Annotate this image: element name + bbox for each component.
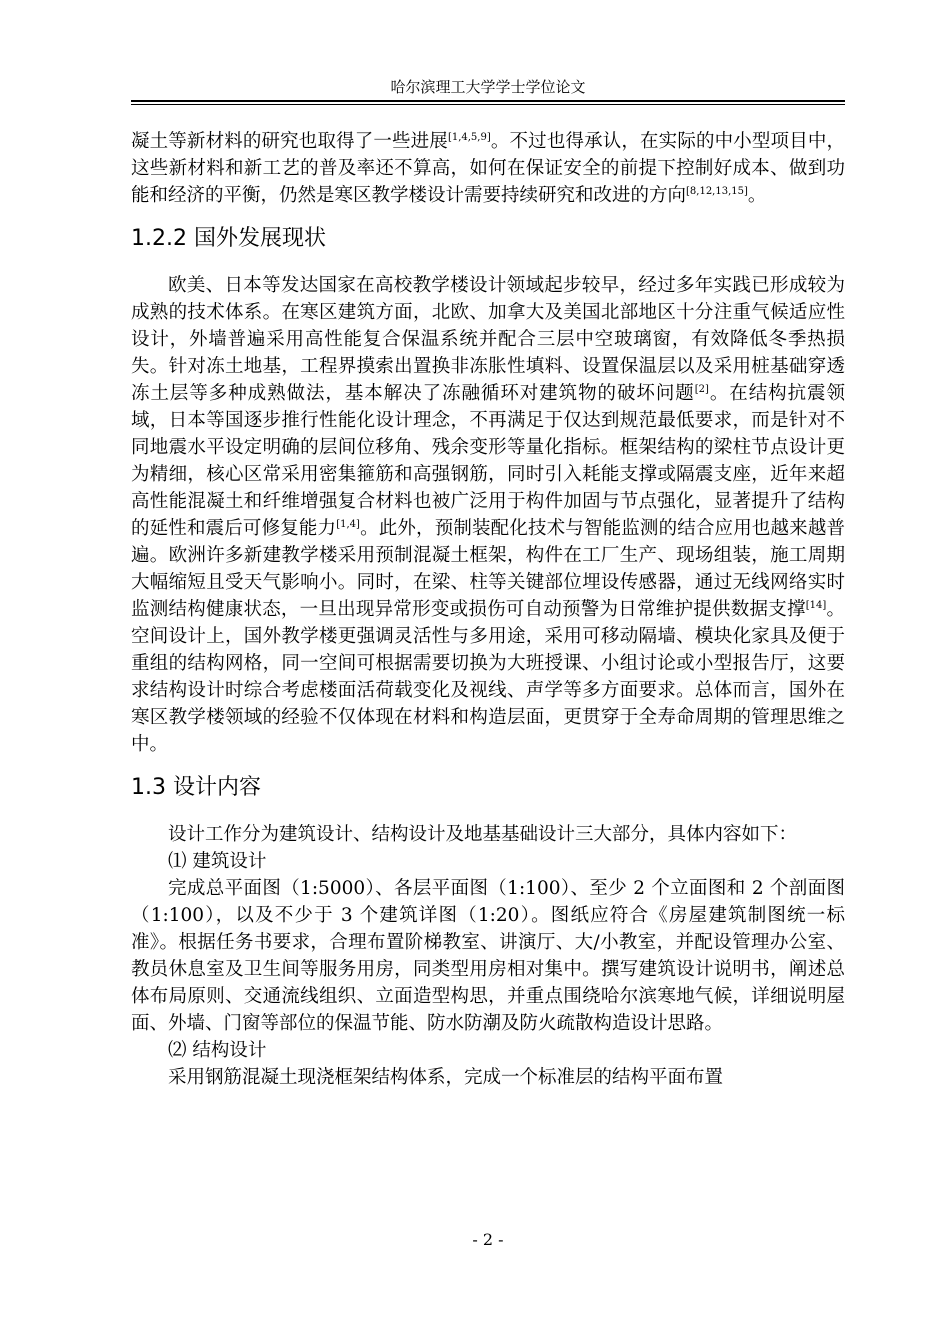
list-item-structure-heading: ⑵ 结构设计 — [168, 1040, 267, 1061]
page-body — [131, 128, 845, 1091]
list-item-architecture-heading: ⑴ 建筑设计 — [168, 851, 267, 872]
section-heading-1-2-2: 1.2.2 国外发展现状 — [131, 226, 326, 251]
header-rule-thick — [131, 100, 845, 102]
header-rule-thin — [131, 104, 845, 105]
page-number: - 2 - — [472, 1230, 504, 1249]
citation: [2] — [694, 384, 709, 395]
running-header: 哈尔滨理工大学学士学位论文 — [390, 78, 586, 96]
citation: [14] — [805, 600, 827, 611]
paragraph-design-intro: 设计工作分为建筑设计、结构设计及地基基础设计三大部分，具体内容如下： — [168, 824, 798, 845]
paragraph-architecture-design: 完成总平面图（1:5000）、各层平面图（1:100）、至少 2 个立面图和 2 个剖面图（1:100），以及不少于 3 个建筑详图（1:20）。图纸应符合《房屋建筑制图统一标准》。根据任务书要求，合理布置阶梯教室、讲演厅、大/小教室，并配设管理办公室、教员休息室及卫生间等服务用房，同类型用房相对集中。撰写建筑设计说明书，阐述总体布局原则、交通流线组织、立面造型构思，并重点围绕哈尔滨寒地气候，详细说明屋面、外墙、门窗等部位的保温节能、防水防潮及防火疏散构造设计思路。 — [131, 878, 845, 1034]
section-heading-1-3: 1.3 设计内容 — [131, 775, 261, 800]
citation: [8,12,13,15] — [686, 186, 748, 197]
paragraph-continuation: 凝土等新材料的研究也取得了一些进展[1,4,5,9]。不过也得承认，在实际的中小型项目中，这些新材料和新工艺的普及率还不算高，如何在保证安全的前提下控制好成本、做到功能和经济的平衡，仍然是寒区教学楼设计需要持续研究和改进的方向[8,12,13,15]。 — [131, 131, 845, 206]
paragraph-foreign-status: 欧美、日本等发达国家在高校教学楼设计领域起步较早，经过多年实践已形成较为成熟的技术体系。在寒区建筑方面，北欧、加拿大及美国北部地区十分注重气候适应性设计，外墙普遍采用高性能复合保温系统并配合三层中空玻璃窗，有效降低冬季热损失。针对冻土地基，工程界摸索出置换非冻胀性填料、设置保温层以及采用桩基础穿透冻土层等多种成熟做法，基本解决了冻融循环对建筑物的破坏问题[2]。在结构抗震领域，日本等国逐步推行性能化设计理念，不再满足于仅达到规范最低要求，而是针对不同地震水平设定明确的层间位移角、残余变形等量化指标。框架结构的梁柱节点设计更为精细，核心区常采用密集箍筋和高强钢筋，同时引入耗能支撑或隔震支座，近年来超高性能混凝土和纤维增强复合材料也被广泛用于构件加固与节点强化，显著提升了结构的延性和震后可修复能力[1,4]。此外，预制装配化技术与智能监测的结合应用也越来越普遍。欧洲许多新建教学楼采用预制混凝土框架，构件在工厂生产、现场组装，施工周期大幅缩短且受天气影响小。同时，在梁、柱等关键部位埋设传感器，通过无线网络实时监测结构健康状态，一旦出现异常形变或损伤可自动预警为日常维护提供数据支撑[14]。空间设计上，国外教学楼更强调灵活性与多用途，采用可移动隔墙、模块化家具及便于重组的结构网格，同一空间可根据需要切换为大班授课、小组讨论或小型报告厅，这要求结构设计时综合考虑楼面活荷载变化及视线、声学等多方面要求。总体而言，国外在寒区教学楼领域的经验不仅体现在材料和构造层面，更贯穿于全寿命周期的管理思维之中。 — [131, 275, 845, 755]
paragraph-structure-design: 采用钢筋混凝土现浇框架结构体系，完成一个标准层的结构平面布置 — [168, 1067, 724, 1088]
citation: [1,4,5,9] — [447, 132, 491, 143]
citation: [1,4] — [336, 519, 360, 530]
